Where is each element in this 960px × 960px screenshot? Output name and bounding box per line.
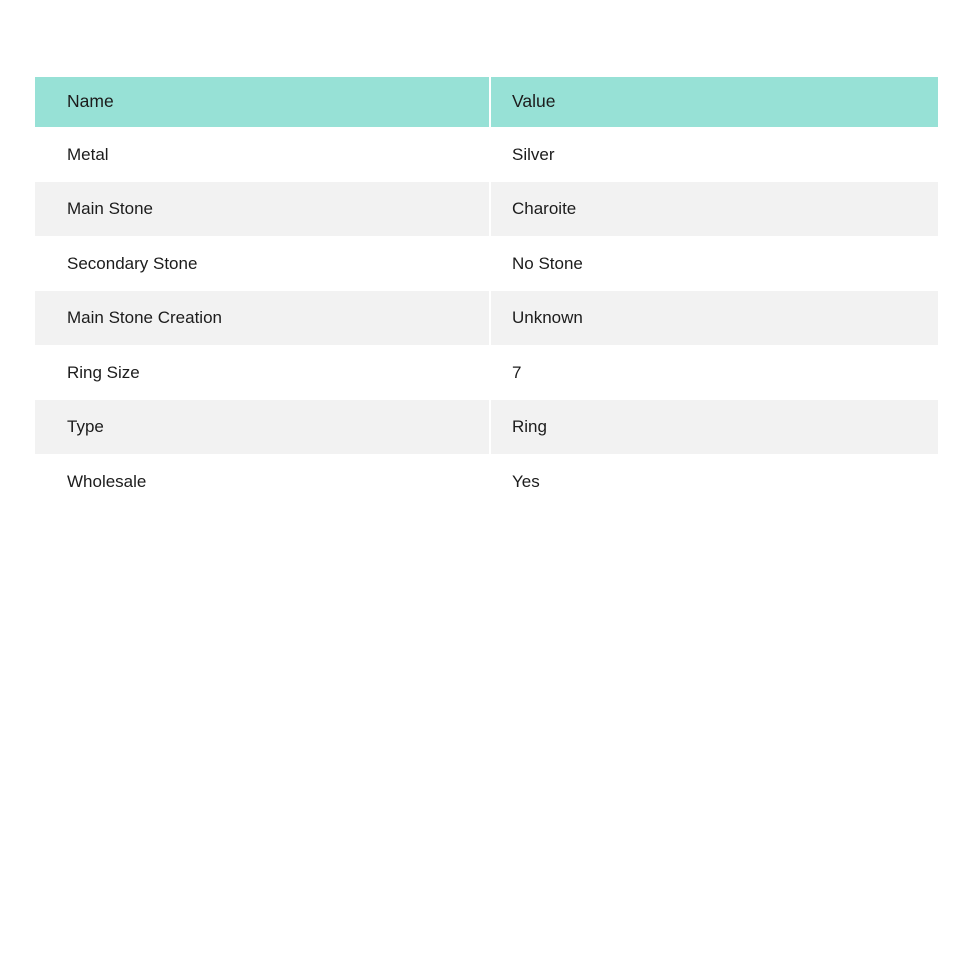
row-value-cell [491, 182, 938, 237]
attribute-name: Secondary Stone [67, 253, 198, 273]
row-value-cell [491, 127, 938, 182]
row-value-cell [491, 291, 938, 346]
row-name-cell [35, 291, 489, 346]
attribute-name: Main Stone [67, 199, 153, 219]
table-row [35, 454, 938, 509]
table-row [35, 345, 938, 400]
row-name-cell [35, 454, 489, 509]
header-cell-name [35, 77, 489, 127]
attribute-name: Ring Size [67, 362, 140, 382]
header-name-label: Name [67, 91, 114, 112]
row-name-cell [35, 236, 489, 291]
table-header-row [35, 77, 938, 127]
table-row [35, 291, 938, 346]
row-value-cell [491, 345, 938, 400]
row-name-cell [35, 345, 489, 400]
attribute-value: Charoite [512, 199, 577, 219]
row-value-cell [491, 400, 938, 455]
row-name-cell [35, 127, 489, 182]
attribute-value: Silver [512, 144, 555, 164]
table-row [35, 182, 938, 237]
header-cell-value [491, 77, 938, 127]
attribute-value: Unknown [512, 308, 583, 328]
attribute-name: Main Stone Creation [67, 308, 222, 328]
attribute-value: Yes [512, 471, 540, 491]
attribute-value: 7 [512, 362, 522, 382]
table-row [35, 400, 938, 455]
row-value-cell [491, 454, 938, 509]
attribute-name: Metal [67, 144, 109, 164]
attribute-name: Type [67, 417, 104, 437]
row-name-cell [35, 182, 489, 237]
attribute-value: No Stone [512, 253, 583, 273]
header-value-label: Value [512, 91, 556, 112]
table-row [35, 236, 938, 291]
attribute-value: Ring [512, 417, 547, 437]
row-name-cell [35, 400, 489, 455]
row-value-cell [491, 236, 938, 291]
attribute-name: Wholesale [67, 471, 147, 491]
attributes-table [35, 77, 938, 509]
table-row [35, 127, 938, 182]
